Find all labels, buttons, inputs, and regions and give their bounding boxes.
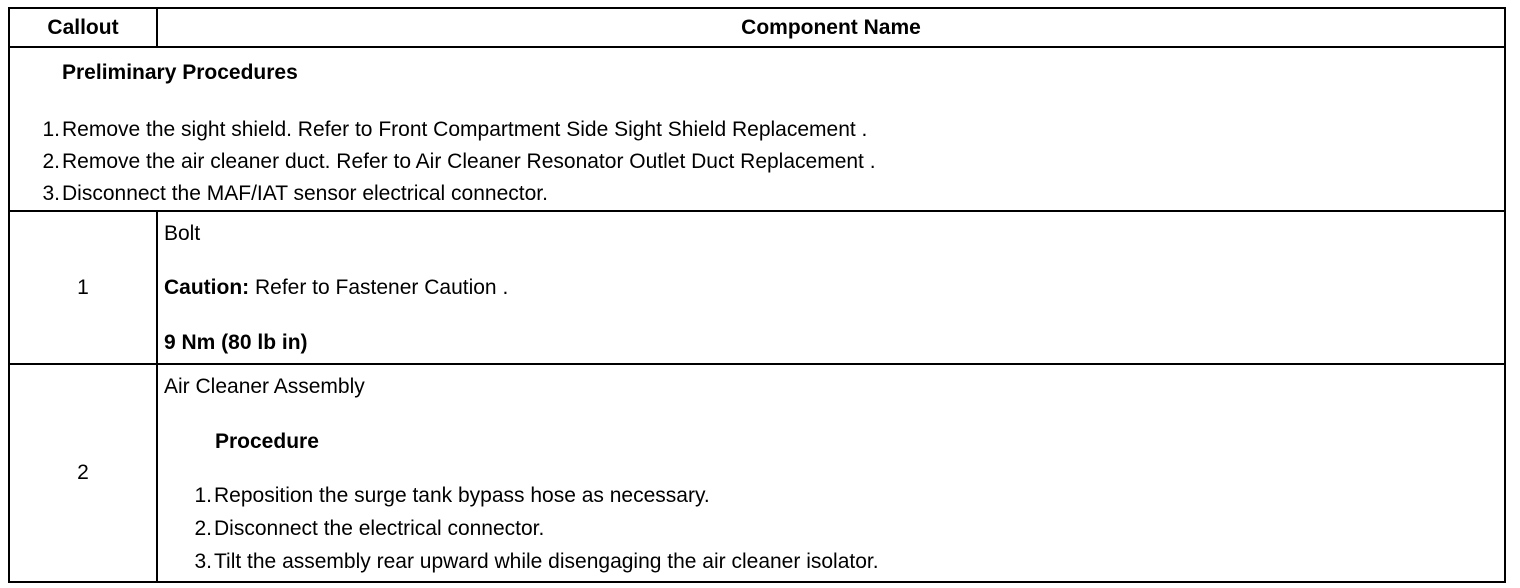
procedure-steps-list (158, 479, 879, 578)
step-text: Remove the air cleaner duct. Refer to Air Cleaner Resonator Outlet Duct Replacement . (62, 150, 876, 173)
step-number: 3. (42, 182, 60, 205)
step-text: Reposition the surge tank bypass hose as necessary. (214, 484, 710, 507)
callout-column-header: Callout (10, 9, 158, 46)
component-name: Air Cleaner Assembly (164, 375, 365, 398)
component-cell (158, 365, 1504, 581)
table-row (10, 365, 1504, 581)
step-text: Disconnect the electrical connector. (214, 517, 545, 540)
step-number: 2. (194, 517, 212, 540)
callout-cell: 2 (10, 365, 158, 581)
step-text: Disconnect the MAF/IAT sensor electrical connector. (62, 182, 548, 205)
component-name-column-header: Component Name (741, 15, 921, 39)
list-item (158, 512, 879, 545)
component-table (8, 7, 1506, 583)
preliminary-procedures-title: Preliminary Procedures (62, 61, 298, 84)
list-item (10, 178, 876, 210)
step-number: 2. (42, 150, 60, 173)
preliminary-steps-list (10, 114, 876, 210)
component-name: Bolt (164, 222, 201, 245)
list-item (10, 114, 876, 146)
preliminary-procedures-row (10, 48, 1504, 212)
step-text: Tilt the assembly rear upward while disengaging the air cleaner isolator. (214, 550, 879, 573)
step-number: 1. (194, 484, 212, 507)
callout-cell: 1 (10, 212, 158, 363)
list-item (10, 146, 876, 178)
caution-text: Refer to Fastener Caution . (249, 276, 509, 299)
component-cell (158, 212, 1504, 363)
table-row (10, 212, 1504, 365)
list-item (158, 545, 879, 578)
step-number: 3. (194, 550, 212, 573)
step-text: Remove the sight shield. Refer to Front Compartment Side Sight Shield Replacement . (62, 118, 868, 141)
procedure-title: Procedure (215, 430, 319, 453)
list-item (158, 479, 879, 512)
step-number: 1. (42, 118, 60, 141)
caution-label: Caution: (164, 276, 250, 299)
table-header-row (10, 9, 1504, 48)
torque-spec: 9 Nm (80 lb in) (164, 331, 308, 354)
caution-note (164, 276, 508, 300)
